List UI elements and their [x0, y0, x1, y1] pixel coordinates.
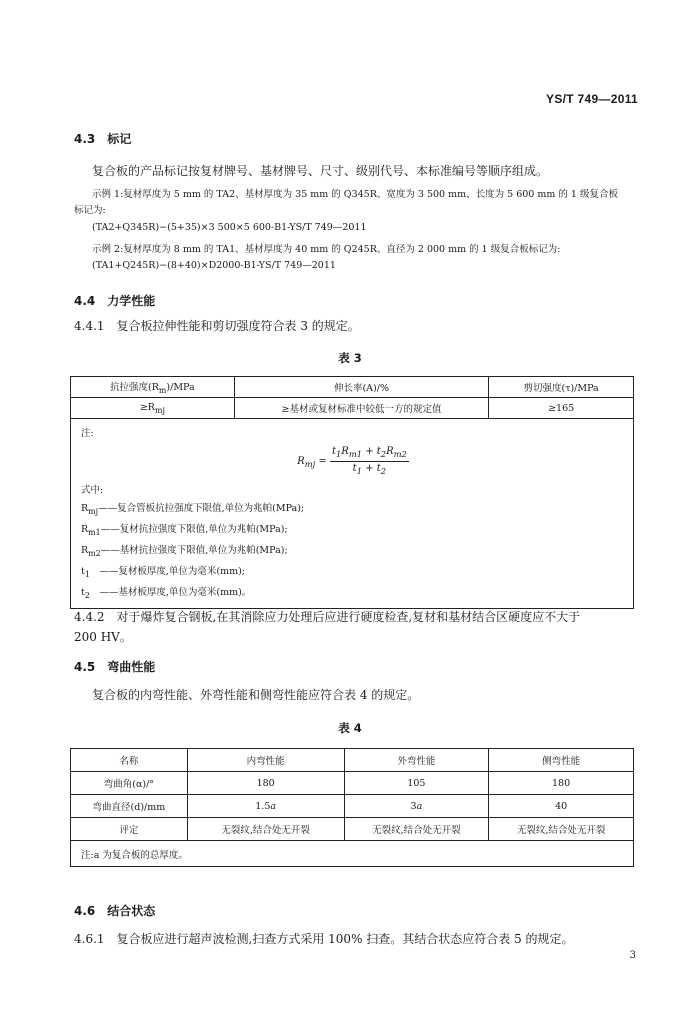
table-4-cell: 180: [187, 772, 344, 795]
table-4: [70, 748, 634, 867]
clause-4-4-2-line-1: 4.4.2 对于爆炸复合钢板,在其消除应力处理后应进行硬度检查,复材和基材结合区硬度应不大于: [74, 610, 581, 624]
table-4-note: 注:a 为复合板的总厚度。: [71, 841, 634, 867]
table-3-header: 抗拉强度$(R_m)$/MPa: [71, 377, 235, 398]
table-3-cell: ≥165: [489, 398, 634, 419]
table-4-cell: 无裂纹,结合处无开裂: [344, 818, 489, 841]
formula-denominator: $t_1 + t_2$: [352, 463, 387, 476]
rmj-formula: [81, 445, 625, 478]
section-4-5-heading: 4.5 弯曲性能: [74, 660, 156, 674]
example-1-code: (TA2+Q345R)−(5+35)×3 500×5 600-B1-YS/T 749—2011: [92, 222, 367, 233]
table-4-header: 外弯性能: [344, 749, 489, 772]
symbol-definition: $t_1$ ——复材板厚度,单位为毫米(mm);: [81, 565, 246, 579]
section-4-3-heading: 4.3 标记: [74, 132, 132, 146]
table-4-cell: 弯曲直径(d)/mm: [71, 795, 188, 818]
section-4-3-paragraph: 复合板的产品标记按复材牌号、基材牌号、尺寸、级别代号、本标准编号等顺序组成。: [92, 164, 549, 178]
table-4-cell: 评定: [71, 818, 188, 841]
clause-4-4-1: 4.4.1 复合板拉伸性能和剪切强度符合表 3 的规定。: [74, 319, 360, 333]
table-row: [71, 795, 634, 818]
example-1-line-2: 标记为:: [74, 205, 106, 216]
table-4-cell: 40: [489, 795, 634, 818]
note-label: 注:: [81, 428, 94, 439]
section-4-5-paragraph: 复合板的内弯性能、外弯性能和侧弯性能应符合表 4 的规定。: [92, 688, 420, 702]
table-4-cell: 1.5a: [187, 795, 344, 818]
table-4-cell: 无裂纹,结合处无开裂: [489, 818, 634, 841]
table-4-cell: 无裂纹,结合处无开裂: [187, 818, 344, 841]
example-2-line: 示例 2:复材厚度为 8 mm 的 TA1、基材厚度为 40 mm 的 Q245R、直径为 2 000 mm 的 1 级复合板标记为:: [92, 244, 561, 255]
where-label: 式中:: [81, 485, 104, 496]
table-4-header: 侧弯性能: [489, 749, 634, 772]
table-4-header: 名称: [71, 749, 188, 772]
clause-4-4-2-line-2: 200 HV。: [74, 630, 132, 644]
formula-fraction: [330, 445, 409, 478]
table-3-cell: ≥基材或复材标准中较低一方的规定值: [234, 398, 488, 419]
table-3-header: 伸长率(A)/%: [234, 377, 488, 398]
symbol-definition: $R_{m2}——$基材抗拉强度下限值,单位为兆帕(MPa);: [81, 544, 288, 558]
table-row: [71, 772, 634, 795]
symbol-definition: $t_2$ ——基材板厚度,单位为毫米(mm)。: [81, 586, 252, 600]
table-3-header: 剪切强度(τ)/MPa: [489, 377, 634, 398]
table-4-header: 内弯性能: [187, 749, 344, 772]
table-3-caption: 表 3: [338, 351, 362, 365]
symbol-definitions: [81, 500, 625, 604]
symbol-definition: $R_{m1}——$复材抗拉强度下限值,单位为兆帕(MPa);: [81, 523, 288, 537]
table-4-cell: 180: [489, 772, 634, 795]
formula-numerator: $t_1R_{m1} + t_2R_{m2}$: [330, 445, 409, 462]
page-number: 3: [629, 950, 636, 961]
standard-number: YS/T 749—2011: [546, 92, 638, 106]
clause-4-6-1: 4.6.1 复合板应进行超声波检测,扫查方式采用 100% 扫查。其结合状态应符合表 5 的规定。: [74, 932, 574, 946]
table-4-cell: 3a: [344, 795, 489, 818]
table-3: [70, 376, 634, 609]
table-4-caption: 表 4: [338, 721, 362, 735]
table-4-cell: 105: [344, 772, 489, 795]
table-row: [71, 818, 634, 841]
example-1-line-1: 示例 1:复材厚度为 5 mm 的 TA2、基材厚度为 35 mm 的 Q345R、宽度为 3 500 mm、长度为 5 600 mm 的 1 级复合板: [92, 189, 618, 200]
symbol-definition: $R_{mj}——$复合管板抗拉强度下限值,单位为兆帕(MPa);: [81, 503, 305, 516]
table-3-cell: $\ge R_{mj}$: [71, 398, 235, 419]
table-3-note: [71, 419, 634, 609]
formula-lhs: $R_{mj}$ =: [297, 456, 327, 469]
section-4-6-heading: 4.6 结合状态: [74, 904, 156, 918]
table-4-cell: 弯曲角(α)/°: [71, 772, 188, 795]
example-2-code: (TA1+Q245R)−(8+40)×D2000-B1-YS/T 749—2011: [92, 260, 336, 271]
section-4-4-heading: 4.4 力学性能: [74, 294, 156, 308]
